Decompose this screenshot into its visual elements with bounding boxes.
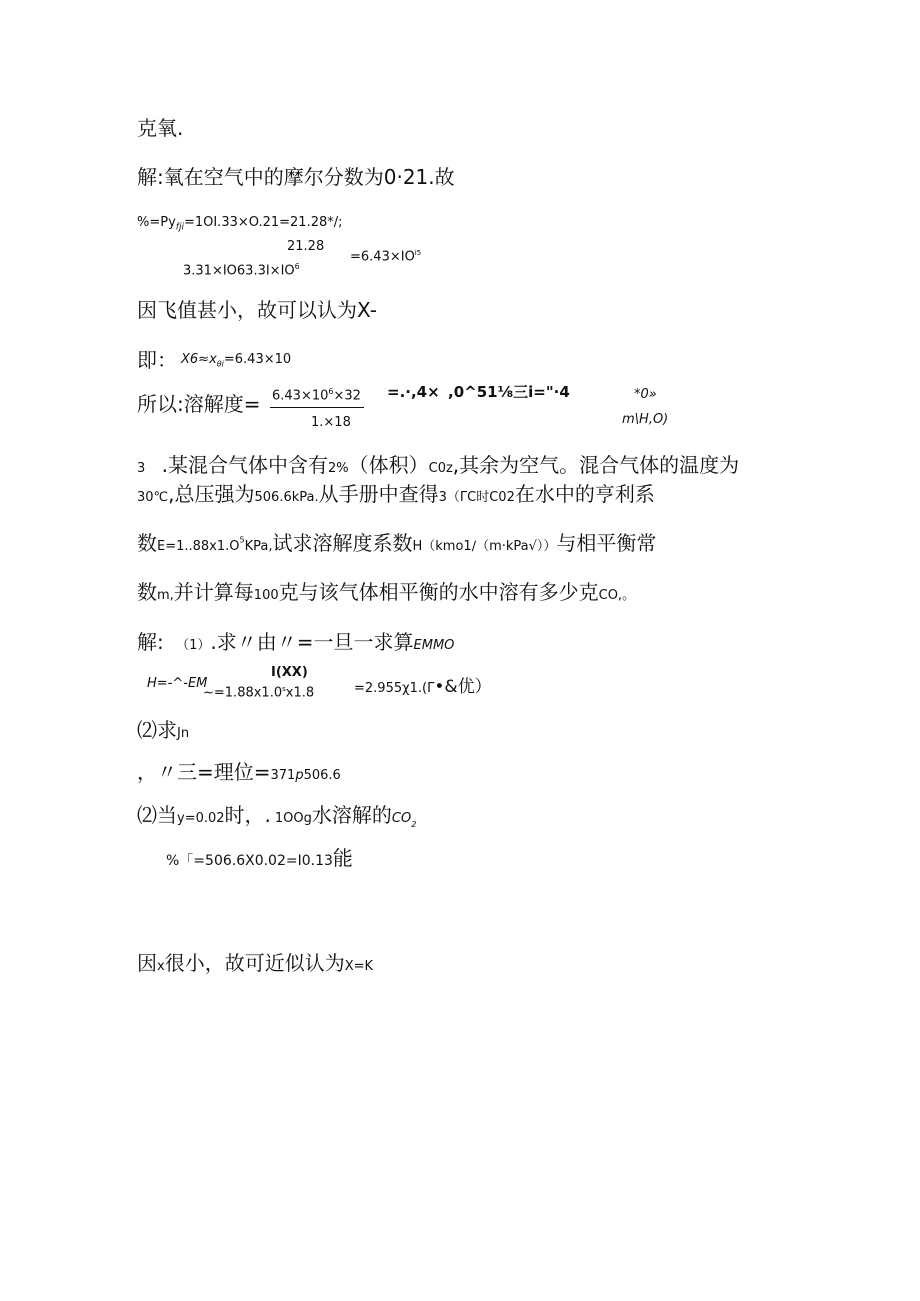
l18-x: x	[157, 959, 165, 974]
text-line-8	[137, 455, 739, 475]
l16-text-b: 时，.	[224, 803, 271, 827]
text-line-1: 克氧.	[137, 116, 184, 140]
l8-text-b: （体积）	[348, 453, 429, 477]
l11-text-c: 克与该气体相平衡的水中溶有多少克	[278, 580, 599, 604]
l11-co2: CO,。	[598, 588, 636, 603]
eq13-den-b: x1.8	[285, 685, 315, 701]
l12-number: （1）	[176, 638, 211, 653]
text-line-18	[137, 953, 373, 973]
l16-mass: 1OOg	[274, 811, 312, 826]
l15-p: p	[295, 768, 304, 783]
l9-text-a: ,总压强为	[168, 482, 255, 506]
solubility-garbled-b: ,0^51⅛三i="·4	[448, 383, 570, 401]
l9-temp-b: 3（ΓC时	[438, 490, 490, 505]
l16-co: CO	[391, 811, 412, 826]
l9-text-c: 在水中的亨利系	[514, 482, 655, 506]
text-line-16	[137, 805, 416, 829]
text-line-6-label: 即：	[137, 348, 177, 372]
l10-text-b: 试求溶解度系数	[272, 531, 413, 555]
l15-num: 371	[270, 768, 296, 783]
eq6-subscript: θi	[216, 359, 224, 369]
l11-text-a: 数	[137, 580, 157, 604]
eq13-den-a: ~=1.88x1.0	[203, 685, 283, 701]
l11-text-b: 并计算每	[173, 580, 254, 604]
denominator-text: 3.31×IO63.3I×IO	[183, 263, 295, 279]
eq13-numerator: I(XX)	[271, 665, 308, 680]
l18-eq: X=K	[344, 959, 374, 974]
text-line-5: 因飞值甚小，故可以认为X-	[137, 298, 377, 322]
l17-eq: %「=506.6X0.02=I0.13	[166, 853, 333, 869]
result-exponent: i5	[414, 249, 422, 257]
text-line-12	[137, 632, 454, 652]
l8-text-c: ,其余为空气。混合气体的温度为	[452, 453, 740, 477]
eq3-part-a: %=Py	[137, 215, 176, 230]
numerator-text-2: ×32	[333, 388, 361, 404]
l8-percent: 2%	[328, 461, 349, 476]
text-line-14	[137, 720, 189, 740]
text-line-10	[137, 533, 656, 553]
l10-unit: H（kmo1∕（m·kPa√））	[412, 539, 557, 554]
l10-exponent: 5	[239, 535, 245, 545]
solubility-note-bottom: m\H,O)	[622, 412, 669, 427]
l15-text: ，〃三=理位=	[137, 760, 271, 784]
result-text: =6.43×IO	[350, 249, 415, 265]
equation-line-3	[137, 216, 343, 233]
eq3-subscript: fji	[175, 222, 184, 233]
l16-subscript: 2	[411, 820, 417, 829]
l10-text-a: 数	[137, 531, 157, 555]
numerator-exponent: 6	[328, 387, 334, 396]
l12-emmo: EMMO	[413, 638, 455, 653]
l9-co2: C02	[489, 490, 515, 505]
text-line-2: 解:氧在空气中的摩尔分数为0·21.故	[137, 165, 455, 189]
eq6-part-b: =6.43×10	[223, 352, 292, 367]
l8-text-a: .某混合气体中含有	[161, 453, 328, 477]
l14-text: ⑵求	[137, 718, 177, 742]
l10-eq-a: E=1..88x1.O	[157, 539, 240, 554]
l15-val: 506.6	[303, 768, 341, 783]
problem-number: 3	[137, 461, 146, 476]
l12-text: .求〃由〃=一旦一求算	[210, 630, 414, 654]
l11-m: m,	[157, 588, 174, 603]
text-line-9	[137, 484, 655, 504]
solubility-denominator: 1.×18	[311, 415, 351, 430]
text-line-11	[137, 582, 635, 602]
l9-temp: 30℃	[137, 490, 169, 505]
l11-100: 100	[253, 588, 279, 603]
eq13-lhs: H=-^-EM	[147, 676, 208, 691]
solubility-numerator	[272, 388, 361, 402]
l16-y: y=0.02	[177, 811, 225, 826]
solubility-note-top: *0»	[634, 387, 657, 402]
l8-co2: C0z	[428, 461, 453, 476]
solubility-label: 所以:溶解度=	[137, 392, 261, 416]
eq13-result-b: •&优）	[434, 677, 492, 697]
l18-text-a: 因	[137, 951, 157, 975]
l10-eq-b: KPa,	[244, 539, 273, 554]
l18-text-b: 很小，故可近似认为	[164, 951, 345, 975]
eq13-den-exponent: s	[282, 685, 286, 693]
l9-text-b: 从手册中查得	[318, 482, 439, 506]
fraction-numerator: 21.28	[287, 239, 325, 254]
fraction-result	[350, 250, 421, 263]
l14-jn: Jn	[177, 726, 190, 741]
denominator-exponent: 6	[294, 262, 300, 271]
eq13-result	[354, 679, 492, 696]
text-line-15	[137, 762, 341, 782]
text-line-17	[166, 848, 353, 868]
l10-text-c: 与相平衡常	[556, 531, 657, 555]
numerator-text: 6.43×10	[272, 388, 329, 404]
fraction-denominator	[183, 263, 300, 277]
solubility-garbled-a: =.·,4×	[387, 383, 440, 401]
fraction-bar	[270, 407, 364, 408]
eq6-part-a: X6≈x	[181, 352, 217, 367]
eq13-denominator	[203, 686, 314, 699]
l16-text-a: ⑵当	[137, 803, 177, 827]
l17-text: 能	[332, 846, 353, 870]
eq3-part-b: =1OI.33×O.21=21.28*/;	[183, 215, 343, 230]
l12-label: 解:	[137, 630, 164, 654]
l16-text-c: 水溶解的	[311, 803, 392, 827]
equation-line-6	[181, 353, 291, 369]
l9-pressure: 506.6kPa.	[254, 490, 319, 505]
eq13-result-a: =2.955χ1.(Γ	[354, 681, 435, 696]
